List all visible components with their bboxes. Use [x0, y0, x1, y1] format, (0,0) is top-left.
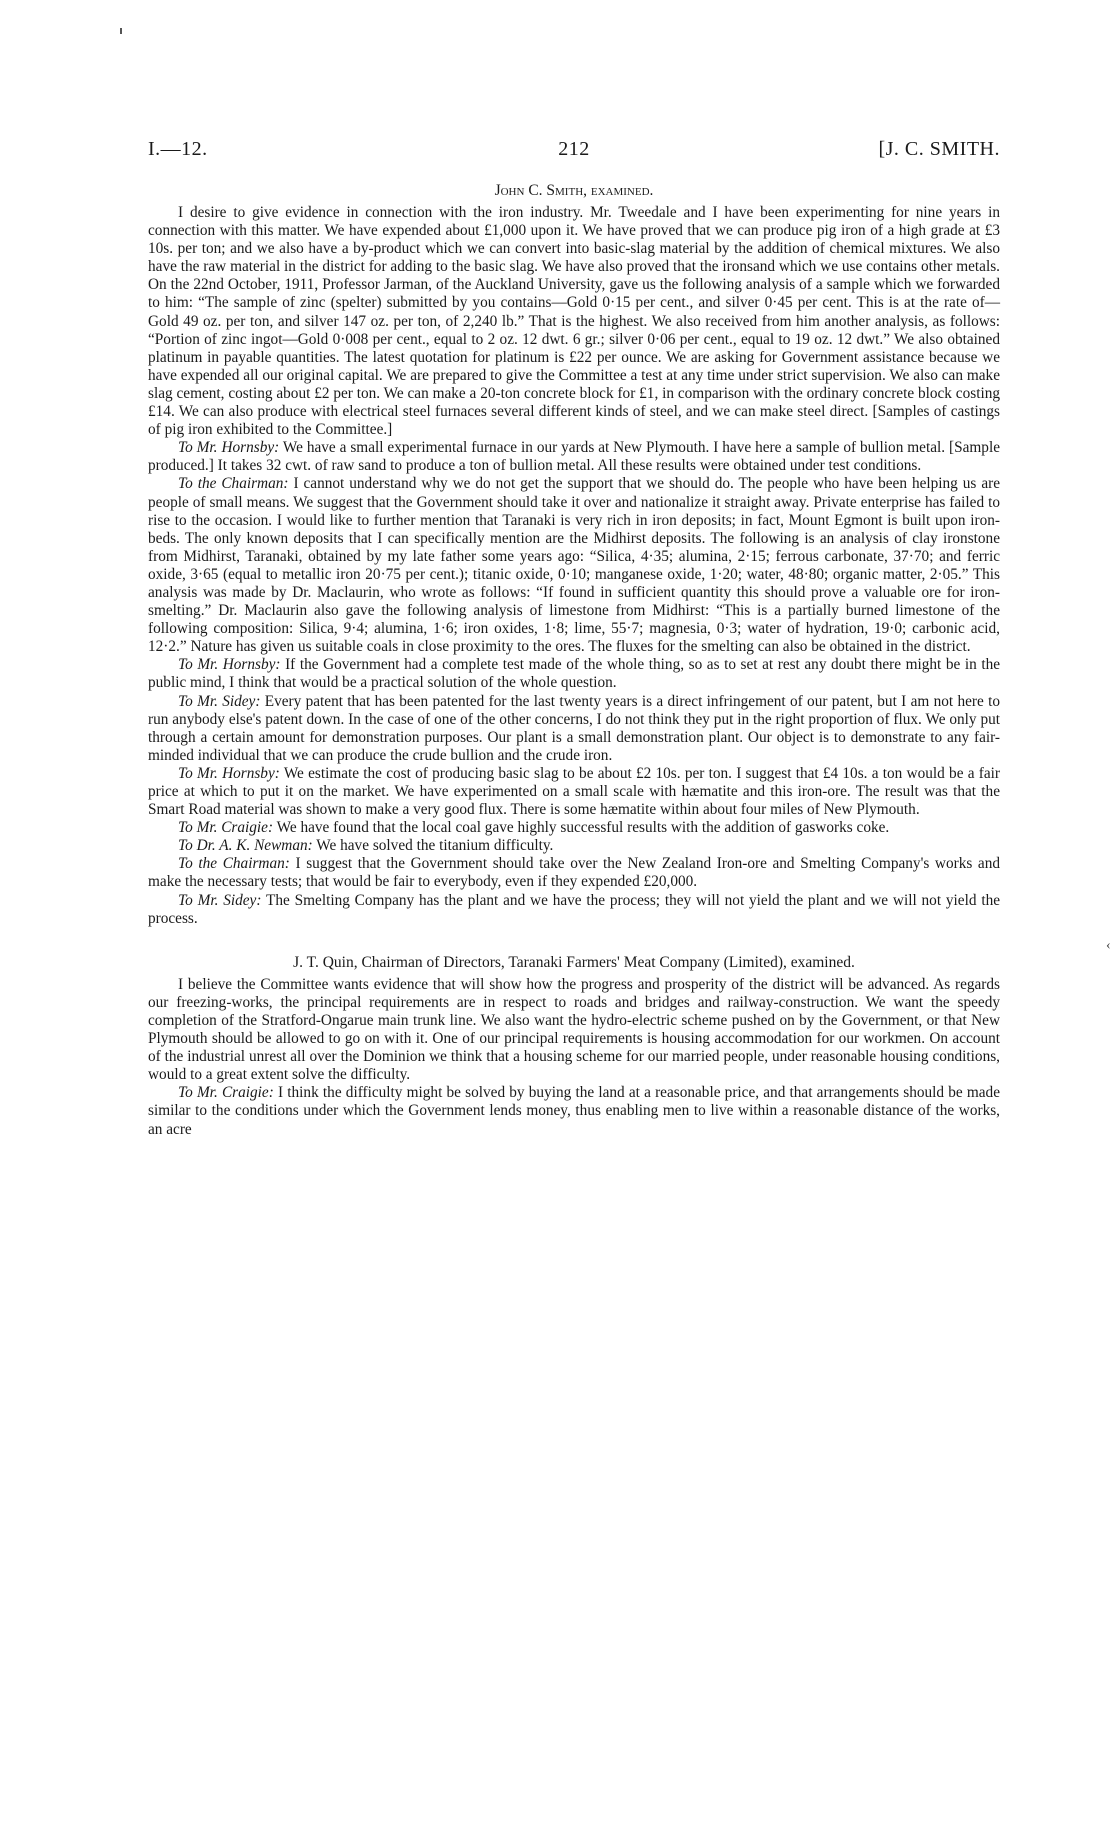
section-body-quin: [148, 976, 1000, 1139]
paragraph: [148, 855, 1000, 891]
section-body-smith: [148, 204, 1000, 928]
section-divider: [148, 928, 1000, 944]
paragraph-text: I suggest that the Government should take over the New Zealand Iron-ore and Smelting Company's works and make the necessary tests; that would be fair to everybody, even if they expended £20,000.: [148, 855, 1001, 891]
speaker-label: To the Chairman:: [178, 475, 289, 493]
speaker-label: To Mr. Hornsby:: [178, 764, 280, 782]
witness-reference: [J. C. SMITH.: [878, 138, 1000, 160]
paragraph: [148, 976, 1000, 1085]
paragraph: [148, 693, 1000, 765]
speaker-label: To the Chairman:: [178, 855, 290, 873]
paragraph: [148, 892, 1000, 928]
speaker-label: To Mr. Sidey:: [178, 891, 262, 909]
speaker-label: To Mr. Hornsby:: [178, 439, 280, 457]
document-page: [148, 138, 1000, 1139]
section-title-smith: John C. Smith, examined.: [494, 182, 654, 199]
page-number: 212: [558, 138, 590, 160]
speaker-label: To Mr. Craigie:: [178, 819, 274, 837]
report-reference: I.—12.: [148, 138, 208, 160]
scan-mark-right: ‹: [1106, 938, 1111, 953]
paragraph: [148, 204, 1000, 439]
paragraph-text: I cannot understand why we do not get the support that we should do. The people who have been helping us are people of small means. We suggest that the Government should take it over and nationalize it straight away. Private enterprise has failed to rise to the occasion. I would like to further mention that Taranaki is very rich in iron deposits; in fact, Mount Egmont is built upon iron-beds. The only known deposits that I can specifically mention are the Midhirst deposits. The following is an analysis of clay ironstone from Midhirst, Taranaki, obtained by my late father some years ago: “Silica, 4·35; alumina, 2·15; ferrous carbonate, 37·70; and ferric oxide, 3·65 (equal to metallic iron 20·75 per cent.); titanic oxide, 0·10; manganese oxide, 1·20; water, 48·80; organic matter, 2·05.” This analysis was made by Dr. Maclaurin, who wrote as follows: “If found in sufficient quantity this should prove a valuable ore for iron-smelting.” Dr. Maclaurin also gave the following analysis of limestone from Midhirst: “This is a partially burned limestone of the following composition: Silica, 9·4; alumina, 1·6; iron oxides, 1·8; lime, 55·7; magnesia, 0·3; water of hydration, 19·0; carbonic acid, 12·2.” Nature has given us suitable coals in close proximity to the ores. The fluxes for the smelting can also be obtained in the district.: [148, 475, 1001, 656]
paragraph-text: I desire to give evidence in connection with the iron industry. Mr. Tweedale and I have been experimenting for nine years in connection with this matter. We have expended about £1,000 upon it. We have proved that we can produce pig iron of a high grade at £3 10s. per ton; and we also have a by-product which we can convert into basic-slag material by the addition of chemical mixtures. We also have the raw material in the district for adding to the basic slag. We have also proved that the ironsand which we use contains other metals. On the 22nd October, 1911, Professor Jarman, of the Auckland University, gave us the following analysis of a sample which we forwarded to him: “The sample of zinc (spelter) submitted by you contains—Gold 0·15 per cent., and silver 0·45 per cent. This is at the rate of—Gold 49 oz. per ton, and silver 147 oz. per ton, of 2,240 lb.” That is the highest. We also received from him another analysis, as follows: “Portion of zinc ingot—Gold 0·008 per cent., equal to 2 oz. 12 dwt. 6 gr.; silver 0·06 per cent., equal to 19 oz. 12 dwt.” We also obtained platinum in payable quantities. The latest quotation for platinum is £22 per ounce. We are asking for Government assistance because we have expended all our original capital. We are prepared to give the Committee a test at any time under strict supervision. We also can make slag cement, costing about £2 per ton. We can make a 20-ton concrete block for £1, in comparison with the ordinary concrete block costing £14. We can also produce with electrical steel furnaces several different kinds of steel, and we can make steel direct. [Samples of castings of pig iron exhibited to the Committee.]: [148, 204, 1000, 439]
paragraph: [148, 439, 1000, 475]
paragraph: [148, 475, 1000, 656]
paragraph: [148, 656, 1000, 692]
paragraph: [148, 819, 1000, 837]
paragraph-text: I believe the Committee wants evidence that will show how the progress and prosperity of the district will be advanced. As regards our freezing-works, the principal requirements are in respect to roads and bridges and railway-construction. We want the speedy completion of the Stratford-Ongarue main trunk line. We also want the hydro-electric scheme pushed on by the Government, or that New Plymouth should be allowed to go on with it. One of our principal requirements is housing accommodation for our workmen. On account of the industrial unrest all over the Dominion we think that a housing scheme for our married people, under reasonable housing conditions, would to a great extent solve the difficulty.: [148, 975, 1000, 1084]
paragraph: [148, 1084, 1000, 1138]
running-head: [148, 138, 1000, 172]
speaker-label: To Mr. Craigie:: [178, 1084, 274, 1102]
speaker-label: To Mr. Hornsby:: [178, 656, 281, 674]
paragraph-text: The Smelting Company has the plant and we have the process; they will not yield the plant and we will not yield the process.: [148, 891, 1001, 927]
speaker-label: To Dr. A. K. Newman:: [178, 837, 313, 855]
paragraph-text: We have a small experimental furnace in our yards at New Plymouth. I have here a sample of bullion metal. [Sample produced.] It takes 32 cwt. of raw sand to produce a ton of bullion metal. All these results were obtained under test conditions.: [148, 439, 1000, 475]
scan-mark-top: [120, 28, 122, 34]
paragraph-text: If the Government had a complete test made of the whole thing, so as to set at rest any doubt there might be in the public mind, I think that would be a practical solution of the whole question.: [148, 656, 1001, 692]
paragraph: [148, 765, 1000, 819]
paragraph-text: We estimate the cost of producing basic slag to be about £2 10s. per ton. I suggest that £4 10s. a ton would be a fair price at which to put it on the market. We have experimented on a small scale with hæmatite and this iron-ore. The result was that the Smart Road material was shown to make a very good flux. There is some hæmatite within about four miles of New Plymouth.: [148, 764, 1000, 819]
paragraph-text: Every patent that has been patented for the last twenty years is a direct infringement of our patent, but I am not here to run anybody else's patent down. In the case of one of the other concerns, I do not think they put in the right proportion of flux. We only put through a certain amount for demonstration purposes. Our plant is a small demonstration plant. Our object is to demonstrate to any fair-minded individual that we can produce the crude bullion and the crude iron.: [148, 692, 1000, 764]
paragraph-text: We have solved the titanium difficulty.: [316, 837, 554, 855]
section-title-quin: J. T. Quin, Chairman of Directors, Taranaki Farmers' Meat Company (Limited), examined.: [293, 953, 855, 971]
paragraph-text: We have found that the local coal gave highly successful results with the addition of gasworks coke.: [276, 819, 890, 837]
speaker-label: To Mr. Sidey:: [178, 692, 261, 710]
paragraph: [148, 837, 1000, 855]
paragraph-text: I think the difficulty might be solved by buying the land at a reasonable price, and that arrangements should be made similar to the conditions under which the Government lends money, thus enabling men to live within a reasonable distance of the works, an acre: [148, 1084, 1000, 1138]
